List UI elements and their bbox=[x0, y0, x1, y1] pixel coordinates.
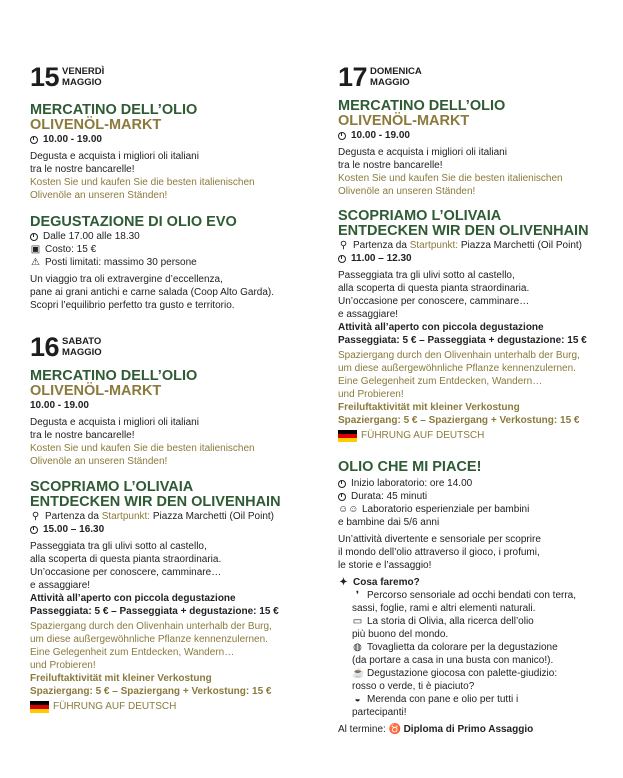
clock-icon bbox=[338, 255, 346, 263]
day-label bbox=[370, 64, 422, 88]
activity-item: (da portare a casa in una busta con manico!). bbox=[352, 655, 554, 666]
price-note: Passeggiata: 5 € – Passeggiata + degustazione: 15 € bbox=[30, 606, 279, 617]
activity-item: più buono del mondo. bbox=[352, 629, 449, 640]
event-mercatino-16 bbox=[30, 369, 320, 468]
desc-de-line: und Probieren! bbox=[30, 660, 96, 671]
event-time: 11.00 – 12.30 bbox=[351, 253, 412, 264]
desc-line: le storie e l’assaggio! bbox=[338, 560, 432, 571]
event-limit: Posti limitati: massimo 30 persone bbox=[45, 257, 197, 268]
day-number: 17 bbox=[338, 62, 368, 92]
activity-item: rosso o verde, ti è piaciuto? bbox=[352, 681, 475, 692]
event-title: MERCATINO DELL’OLIO bbox=[30, 368, 198, 384]
desc-de-line: um diese außergewöhnliche Pflanze kennenzulernen. bbox=[338, 363, 576, 374]
german-tour-label: FÜHRUNG AUF DEUTSCH bbox=[53, 701, 177, 712]
event-olivaia-16 bbox=[30, 480, 320, 713]
desc-de-line: Olivenöle an unseren Ständen! bbox=[30, 190, 168, 201]
bread-icon: ◒ bbox=[354, 694, 361, 705]
warning-icon: ⚠ bbox=[31, 257, 40, 268]
event-subtitle: OLIVENÖL-MARKT bbox=[30, 383, 162, 399]
what-label: Cosa faremo? bbox=[353, 577, 420, 588]
desc-line: Degusta e acquista i migliori oli italiani bbox=[338, 147, 507, 158]
location-pin-icon: ⚲ bbox=[31, 511, 40, 522]
desc-line: tra le nostre bancarelle! bbox=[338, 160, 443, 171]
event-title: SCOPRIAMO L’OLIVAIA bbox=[338, 208, 502, 224]
diploma-label: Diploma di Primo Assaggio bbox=[403, 724, 534, 735]
month: MAGGIO bbox=[370, 77, 410, 88]
event-subtitle: OLIVENÖL-MARKT bbox=[338, 113, 470, 129]
event-subtitle: OLIVENÖL-MARKT bbox=[30, 117, 162, 133]
price-de-note: Spaziergang: 5 € – Spaziergang + Verkostung: 15 € bbox=[338, 415, 580, 426]
cup-icon: ☕ bbox=[352, 668, 365, 679]
event-cost: Costo: 15 € bbox=[45, 244, 97, 255]
weekday: VENERDÌ bbox=[62, 66, 105, 77]
day-label bbox=[62, 64, 104, 88]
clock-icon bbox=[30, 526, 38, 534]
clock-icon bbox=[30, 233, 38, 241]
event-start: Inizio laboratorio: ore 14.00 bbox=[351, 478, 473, 489]
lab-line: e bambine dai 5/6 anni bbox=[338, 517, 440, 528]
desc-de-line: Kosten Sie und kaufen Sie die besten italienischen bbox=[338, 173, 563, 184]
desc-line: e assaggiare! bbox=[338, 309, 399, 320]
activity-item: Merenda con pane e olio per tutti i bbox=[367, 694, 519, 705]
desc-line: alla scoperta di questa pianta straordinaria. bbox=[338, 283, 530, 294]
event-time: 10.00 - 19.00 bbox=[351, 130, 410, 141]
desc-line: Passeggiata tra gli ulivi sotto al castello, bbox=[30, 541, 207, 552]
event-time: 10.00 - 19.00 bbox=[43, 134, 102, 145]
desc-line: tra le nostre bancarelle! bbox=[30, 164, 135, 175]
activity-de-note: Freiluftaktivität mit kleiner Verkostung bbox=[30, 673, 212, 684]
desc-line: il mondo dell’olio attraverso il gioco, i profumi, bbox=[338, 547, 540, 558]
end-label: Al termine: bbox=[338, 724, 386, 735]
day-header-16 bbox=[30, 334, 102, 360]
german-tour-label: FÜHRUNG AUF DEUTSCH bbox=[361, 430, 485, 441]
event-olio-che-mi-piace bbox=[338, 460, 613, 736]
month: MAGGIO bbox=[62, 347, 102, 358]
month: MAGGIO bbox=[62, 77, 102, 88]
desc-de-line: Spaziergang durch den Olivenhain unterhalb der Burg, bbox=[338, 350, 580, 361]
event-olivaia-17 bbox=[338, 209, 613, 442]
desc-line: Un’attività divertente e sensoriale per scoprire bbox=[338, 534, 541, 545]
desc-line: Un’occasione per conoscere, camminare… bbox=[30, 567, 222, 578]
footprints-icon: ❜ bbox=[355, 590, 360, 601]
german-flag-icon bbox=[338, 430, 357, 442]
activity-item: Percorso sensoriale ad occhi bendati con terra, bbox=[367, 590, 577, 601]
desc-de-line: Olivenöle an unseren Ständen! bbox=[30, 456, 168, 467]
event-title: SCOPRIAMO L’OLIVAIA bbox=[30, 479, 194, 495]
desc-line: Passeggiata tra gli ulivi sotto al castello, bbox=[338, 270, 515, 281]
desc-line: e assaggiare! bbox=[30, 580, 91, 591]
desc-line: tra le nostre bancarelle! bbox=[30, 430, 135, 441]
weekday: DOMENICA bbox=[370, 66, 422, 77]
desc-de-line: und Probieren! bbox=[338, 389, 404, 400]
event-mercatino-17 bbox=[338, 99, 613, 198]
meeting-prefix: Partenza da bbox=[353, 240, 407, 251]
desc-line: Degusta e acquista i migliori oli italiani bbox=[30, 417, 199, 428]
clock-icon bbox=[338, 132, 346, 140]
activity-note: Attività all’aperto con piccola degustazione bbox=[30, 593, 236, 604]
sparkle-icon: ✦ bbox=[339, 577, 348, 588]
meeting-place: Piazza Marchetti (Oil Point) bbox=[460, 240, 583, 251]
event-subtitle: ENTDECKEN WIR DEN OLIVENHAIN bbox=[338, 223, 589, 239]
activity-item: partecipanti! bbox=[352, 707, 407, 718]
meeting-de: Startpunkt: bbox=[409, 240, 459, 251]
weekday: SABATO bbox=[62, 336, 102, 347]
event-duration: Durata: 45 minuti bbox=[351, 491, 428, 502]
german-flag-icon bbox=[30, 701, 49, 713]
desc-de-line: Eine Gelegenheit zum Entdecken, Wandern… bbox=[30, 647, 235, 658]
event-title: MERCATINO DELL’OLIO bbox=[338, 98, 506, 114]
day-number: 16 bbox=[30, 332, 60, 362]
price-note: Passeggiata: 5 € – Passeggiata + degustazione: 15 € bbox=[338, 335, 587, 346]
activity-item: sassi, foglie, rami e altri elementi naturali. bbox=[352, 603, 536, 614]
meeting-prefix: Partenza da bbox=[45, 511, 99, 522]
clock-icon bbox=[338, 480, 346, 488]
meeting-place: Piazza Marchetti (Oil Point) bbox=[152, 511, 275, 522]
event-title: OLIO CHE MI PIACE! bbox=[338, 459, 482, 475]
ticket-icon: ▣ bbox=[30, 244, 41, 255]
event-title: MERCATINO DELL’OLIO bbox=[30, 102, 198, 118]
desc-de-line: Kosten Sie und kaufen Sie die besten italienischen bbox=[30, 177, 255, 188]
medal-icon: ♉ bbox=[388, 724, 402, 735]
activity-item: Tovaglietta da colorare per la degustazione bbox=[367, 642, 558, 653]
desc-de-line: um diese außergewöhnliche Pflanze kennenzulernen. bbox=[30, 634, 268, 645]
event-time: 10.00 - 19.00 bbox=[30, 400, 89, 411]
desc-de-line: Kosten Sie und kaufen Sie die besten italienischen bbox=[30, 443, 255, 454]
desc-line: Degusta e acquista i migliori oli italiani bbox=[30, 151, 199, 162]
activity-list bbox=[338, 589, 613, 719]
children-icon: ☺☺ bbox=[338, 504, 359, 515]
desc-de-line: Olivenöle an unseren Ständen! bbox=[338, 186, 476, 197]
event-time: Dalle 17.00 alle 18.30 bbox=[43, 231, 140, 242]
price-de-note: Spaziergang: 5 € – Spaziergang + Verkostung: 15 € bbox=[30, 686, 272, 697]
activity-item: Degustazione giocosa con palette-giudizio: bbox=[367, 668, 558, 679]
book-icon: ▭ bbox=[352, 616, 363, 627]
desc-line: Un viaggio tra oli extravergine d’eccellenza, bbox=[30, 274, 223, 285]
desc-line: Un’occasione per conoscere, camminare… bbox=[338, 296, 530, 307]
meeting-de: Startpunkt: bbox=[101, 511, 151, 522]
day-label bbox=[62, 334, 102, 358]
activity-note: Attività all’aperto con piccola degustazione bbox=[338, 322, 544, 333]
clock-icon bbox=[30, 136, 38, 144]
clock-icon bbox=[338, 493, 346, 501]
desc-line: pane ai grani antichi e carne salada (Coop Alto Garda). bbox=[30, 287, 275, 298]
event-mercatino-15 bbox=[30, 103, 320, 202]
desc-line: alla scoperta di questa pianta straordinaria. bbox=[30, 554, 222, 565]
desc-line: Scopri l’equilibrio perfetto tra gusto e territorio. bbox=[30, 300, 235, 311]
day-header-15 bbox=[30, 64, 104, 90]
activity-de-note: Freiluftaktivität mit kleiner Verkostung bbox=[338, 402, 520, 413]
day-header-17 bbox=[338, 64, 422, 90]
desc-de-line: Spaziergang durch den Olivenhain unterhalb der Burg, bbox=[30, 621, 272, 632]
day-number: 15 bbox=[30, 62, 60, 92]
event-degustazione bbox=[30, 215, 320, 312]
lab-line: Laboratorio esperienziale per bambini bbox=[362, 504, 530, 515]
activity-item: La storia di Olivia, alla ricerca dell’olio bbox=[367, 616, 534, 627]
location-pin-icon: ⚲ bbox=[339, 240, 348, 251]
event-subtitle: ENTDECKEN WIR DEN OLIVENHAIN bbox=[30, 494, 281, 510]
palette-icon: ◍ bbox=[353, 642, 362, 653]
event-time: 15.00 – 16.30 bbox=[43, 524, 105, 535]
desc-de-line: Eine Gelegenheit zum Entdecken, Wandern… bbox=[338, 376, 543, 387]
event-title: DEGUSTAZIONE DI OLIO EVO bbox=[30, 214, 237, 230]
